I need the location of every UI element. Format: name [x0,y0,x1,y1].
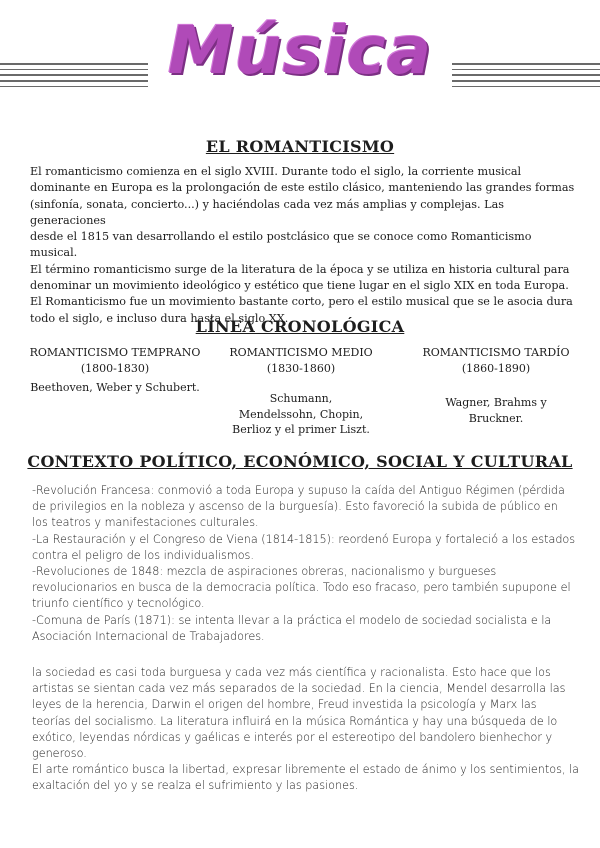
text-line: teorías del socialismo. La literatura influirá en la música Romántica y hay una búsqueda de lo [32,714,558,728]
text-line: artistas se sientan cada vez más separados de la sociedad. En la ciencia, Mendel desarrolla las [32,682,566,696]
period-years: (1830-1860) [266,361,336,375]
text-line: El término romanticismo surge de la literatura de la época y se utiliza en historia cultural para [30,262,570,276]
text-line: todo el siglo, e incluso dura hasta el siglo XX. [30,311,289,325]
composer-line: Schumann, [269,392,333,405]
text-line: denominar un movimiento ideológico y estético que tiene lugar en el siglo XIX en toda Europa. [30,279,569,293]
text-line: (sinfonía, sonata, concierto...) y haciéndolas cada vez más amplias y complejas. Las generaciones [30,197,504,227]
text-line: exaltación del yo y se realza el sufrimiento y las pasiones. [32,779,359,793]
section-title-cronologia: LÍNEA CRONOLÓGICA [195,317,405,336]
text-line: exótico, leyendas nórdicas y gaélicas e interés por el estereotipo del bandolero bienhechor y [32,730,553,744]
composer-line: Wagner, Brahms y [445,396,547,409]
timeline-column-tardio [408,345,584,426]
text-line: dominante en Europa es la prolongación de este estilo clásico, manteniendo las grandes formas [30,181,575,195]
text-line: -Comuna de París (1871): se intenta llevar a la práctica el modelo de sociedad socialista e la [32,613,552,627]
text-line: -Revoluciones de 1848: mezcla de aspiraciones obreras, nacionalismo y burgueses [32,565,497,579]
text-line: leyes de la herencia, Darwin el origen del hombre, Freud investida la psicología y Marx las [32,698,537,712]
section-title-romanticismo: EL ROMANTICISMO [205,137,395,156]
text-line: los teatros y manifestaciones culturales. [32,516,259,530]
text-line: El Romanticismo fue un movimiento bastante corto, pero el estilo musical que se le asocia dura [30,295,573,309]
timeline-column-temprano [22,345,208,396]
composer-line: Beethoven, Weber y Schubert. [30,381,200,394]
text-line: -La Restauración y el Congreso de Viena (1814-1815): reordenó Europa y fortaleció a los estados [32,532,576,546]
page-brand-title: Música [167,12,433,89]
contexto-events [32,483,582,645]
period-composers [220,391,382,438]
period-composers [408,395,584,426]
text-line: generoso. [32,747,87,761]
period-name: ROMANTICISMO TEMPRANO [29,346,201,359]
timeline-column-medio [220,345,382,438]
text-line: triunfo científico y tecnológico. [32,597,205,611]
text-line: El arte romántico busca la libertad, expresar libremente el estado de ánimo y los sentimientos, la [32,763,580,777]
text-line: -Revolución Francesa: conmovió a toda Europa y supuso la caída del Antiguo Régimen (pérdida [32,484,565,497]
text-line: desde el 1815 van desarrollando el estilo postclásico que se conoce como Romanticismo musical. [30,230,532,260]
text-line: la sociedad es casi toda burguesa y cada vez más científica y racionalista. Esto hace que los [32,666,551,679]
period-years: (1800-1830) [80,361,150,375]
period-years: (1860-1890) [461,361,531,375]
composer-line: Berlioz y el primer Liszt. [232,423,370,436]
section-title-contexto: CONTEXTO POLÍTICO, ECONÓMICO, SOCIAL Y CULTURAL [27,452,573,471]
text-line: El romanticismo comienza en el siglo XVIII. Durante todo el siglo, la corriente musical [30,165,522,178]
text-line: de privilegios en la nobleza y ascenso de la burguesía). Esto favoreció la subida de público en [32,500,558,514]
text-line: Asociación Internacional de Trabajadores. [32,629,265,643]
contexto-society [32,665,582,795]
composer-line: Bruckner. [468,411,524,425]
period-composers [22,380,208,396]
period-name: ROMANTICISMO TARDÍO [422,346,570,359]
text-line: revolucionarios en busca de la democracia política. Todo eso fracaso, pero también supupone el [32,581,571,595]
text-line: contra el peligro de los individualismos. [32,548,254,562]
composer-line: Mendelssohn, Chopin, [238,407,364,421]
period-name: ROMANTICISMO MEDIO [229,346,373,359]
romanticismo-paragraph [30,164,578,327]
